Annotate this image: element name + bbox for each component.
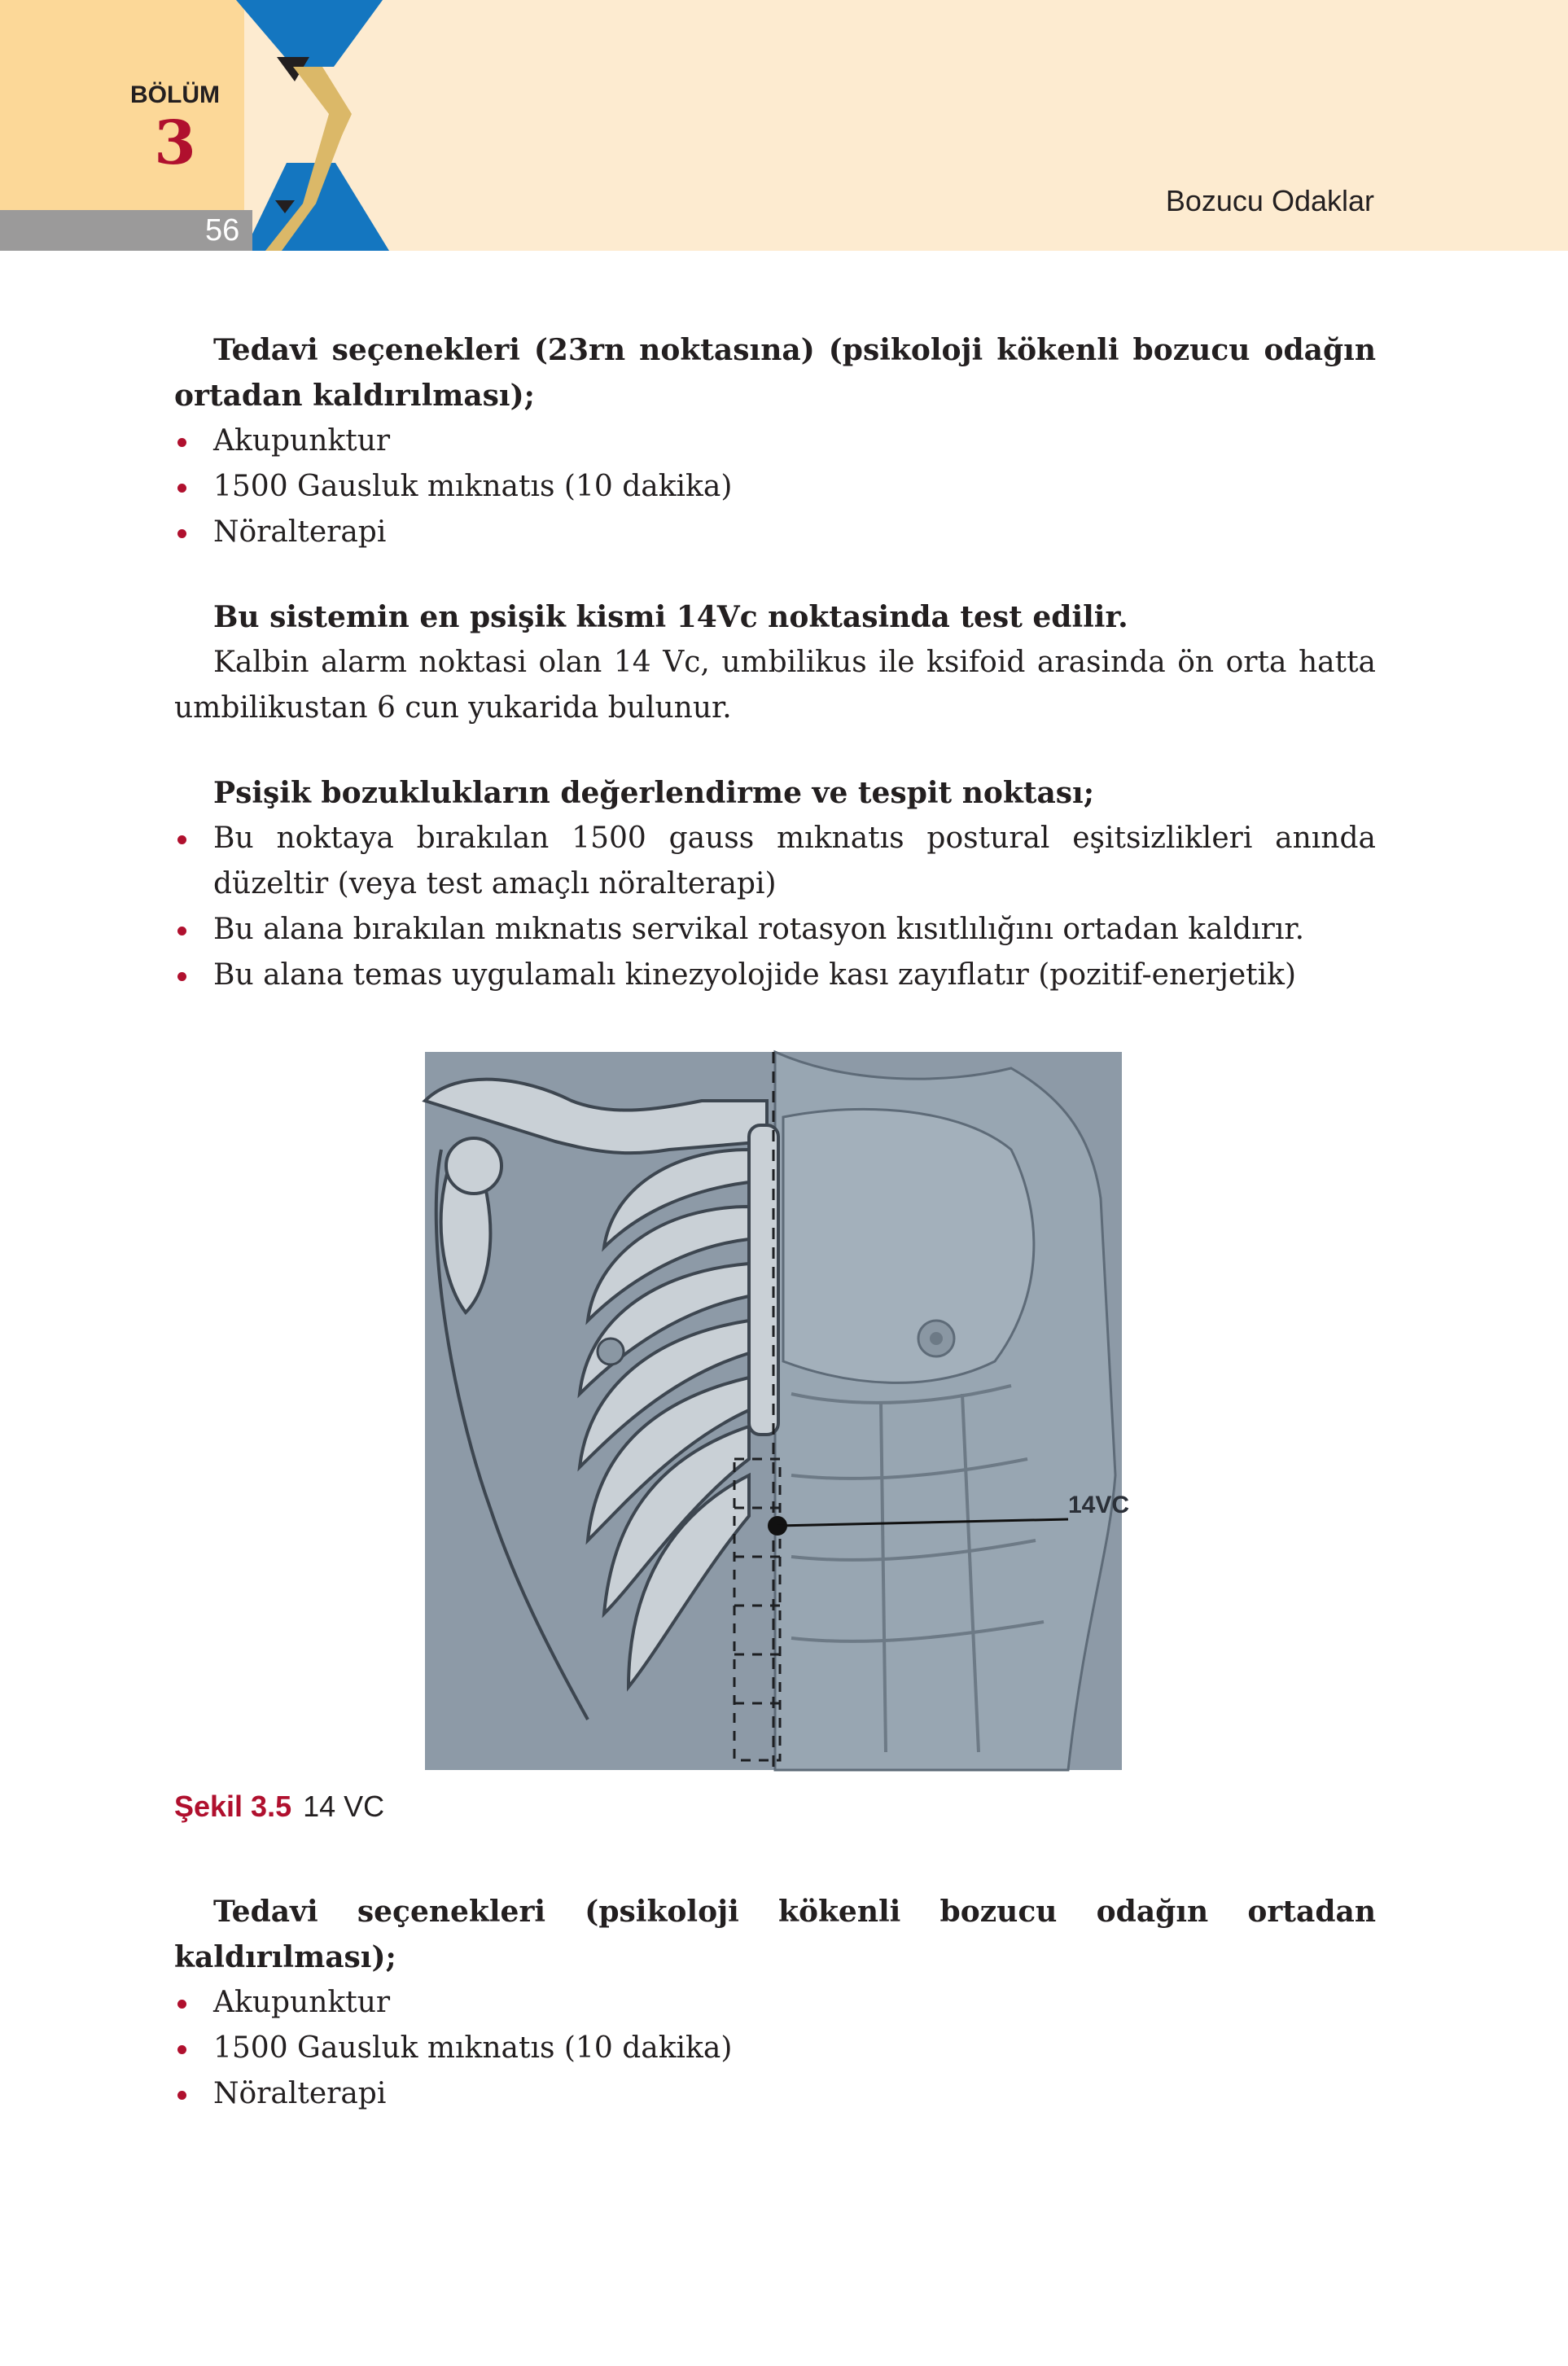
section-heading: Tedavi seçenekleri (23rn noktasına) (psikoloji kökenli bozucu odağın ortadan kaldırılması);	[174, 333, 1376, 413]
page-number: 56	[205, 213, 240, 248]
list-item: Akupunktur	[174, 1980, 1376, 2026]
treatment-options-section-1	[174, 327, 1376, 555]
acupoint-label: 14VC	[1068, 1492, 1130, 1518]
assessment-point-section	[174, 770, 1376, 998]
list-item: Akupunktur	[174, 418, 1376, 464]
bullet-icon	[177, 2045, 186, 2054]
chapter-number: 3	[154, 108, 196, 178]
bullet-list	[174, 816, 1376, 998]
bullet-icon	[177, 2000, 186, 2009]
chapter-label: BÖLÜM	[130, 81, 220, 108]
psychic-test-section	[174, 594, 1376, 731]
chest-anatomy-illustration	[425, 1052, 1130, 1770]
caption-label: Şekil 3.5	[174, 1790, 292, 1823]
running-title: Bozucu Odaklar	[1165, 184, 1374, 217]
bullet-icon	[177, 529, 186, 538]
list-item: Nöralterapi	[174, 510, 1376, 555]
list-item: Bu alana temas uygulamalı kinezyolojide kası zayıflatır (pozitif-enerjetik)	[174, 953, 1376, 998]
bullet-icon	[177, 835, 186, 844]
bullet-icon	[177, 484, 186, 493]
figure-caption	[174, 1790, 384, 1824]
list-item: 1500 Gausluk mıknatıs (10 dakika)	[174, 464, 1376, 510]
bullet-icon	[177, 927, 186, 935]
list-item: Bu noktaya bırakılan 1500 gauss mıknatıs postural eşitsizlikleri anında düzeltir (veya test amaçlı nöralterapi)	[174, 816, 1376, 907]
bullet-icon	[177, 972, 186, 981]
caption-text: 14 VC	[303, 1790, 385, 1823]
bullet-icon	[177, 2091, 186, 2100]
section-heading: Psişik bozuklukların değerlendirme ve tespit noktası;	[213, 776, 1095, 810]
bullet-list	[174, 1980, 1376, 2117]
section-heading: Bu sistemin en psişik kismi 14Vc noktasinda test edilir.	[213, 600, 1128, 634]
anatomy-figure	[425, 1052, 1130, 1770]
bullet-icon	[177, 438, 186, 447]
list-item: 1500 Gausluk mıknatıs (10 dakika)	[174, 2026, 1376, 2071]
treatment-options-section-2	[174, 1889, 1376, 2117]
list-item: Nöralterapi	[174, 2071, 1376, 2117]
body-paragraph: Kalbin alarm noktasi olan 14 Vc, umbilikus ile ksifoid arasinda ön orta hatta umbilikustan 6 cun yukarida bulunur.	[174, 646, 1376, 725]
section-heading: Tedavi seçenekleri (psikoloji kökenli bozucu odağın ortadan kaldırılması);	[174, 1895, 1376, 1974]
list-item: Bu alana bırakılan mıknatıs servikal rotasyon kısıtlılığını ortadan kaldırır.	[174, 907, 1376, 953]
bullet-list	[174, 418, 1376, 555]
